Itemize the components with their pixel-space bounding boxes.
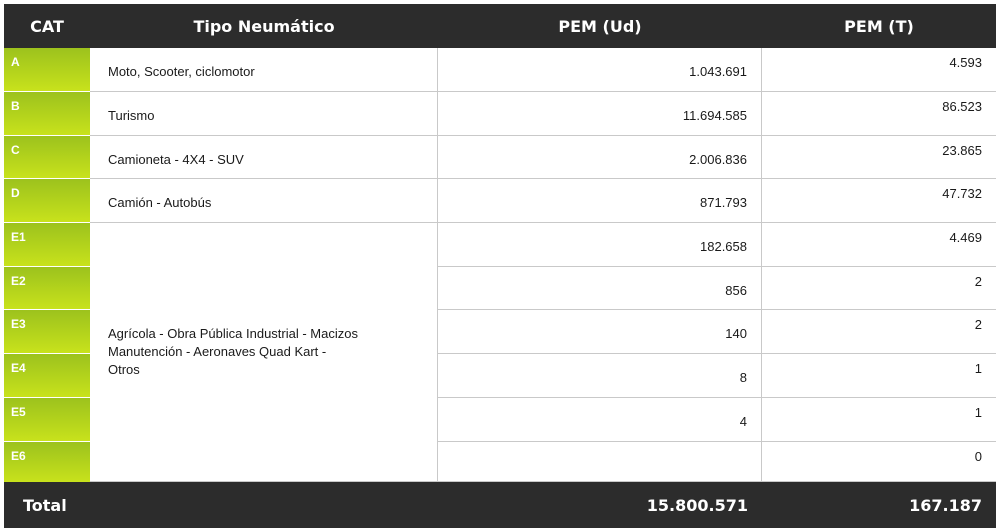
- pem-t-cell: 1: [762, 354, 996, 398]
- group-e-line: Otros: [108, 362, 140, 377]
- pem-ud-cell: [438, 442, 762, 482]
- total-pem-ud: 15.800.571: [438, 482, 762, 528]
- cat-cell: E1: [4, 223, 90, 267]
- pem-t-cell: 47.732: [762, 179, 996, 223]
- tipo-cell: Camión - Autobús: [90, 179, 438, 223]
- cat-cell: E3: [4, 310, 90, 354]
- pem-ud-cell: 2.006.836: [438, 136, 762, 179]
- cat-cell: C: [4, 136, 90, 179]
- cat-cell: D: [4, 179, 90, 223]
- pem-ud-cell: 8: [438, 354, 762, 398]
- pem-ud-cell: 4: [438, 398, 762, 442]
- header-cat: CAT: [4, 4, 90, 48]
- pem-ud-cell: 11.694.585: [438, 92, 762, 136]
- pem-t-cell: 4.593: [762, 48, 996, 92]
- pem-t-cell: 23.865: [762, 136, 996, 179]
- pem-ud-cell: 1.043.691: [438, 48, 762, 92]
- pem-t-cell: 0: [762, 442, 996, 482]
- cat-cell: E5: [4, 398, 90, 442]
- cat-cell: B: [4, 92, 90, 136]
- tipo-cell-group-e: [90, 223, 438, 482]
- total-pem-t: 167.187: [762, 482, 996, 528]
- tipo-cell: Moto, Scooter, ciclomotor: [90, 48, 438, 92]
- tipo-cell: Camioneta - 4X4 - SUV: [90, 136, 438, 179]
- pem-ud-cell: 182.658: [438, 223, 762, 267]
- header-tipo: Tipo Neumático: [90, 4, 438, 48]
- cat-cell: E2: [4, 267, 90, 310]
- header-pem-ud: PEM (Ud): [438, 4, 762, 48]
- pem-t-cell: 2: [762, 267, 996, 310]
- group-e-line: Manutención - Aeronaves Quad Kart -: [108, 344, 327, 359]
- header-pem-t: PEM (T): [762, 4, 996, 48]
- pem-t-cell: 86.523: [762, 92, 996, 136]
- cat-cell: E6: [4, 442, 90, 482]
- group-e-description: [108, 325, 358, 379]
- pem-t-cell: 4.469: [762, 223, 996, 267]
- pem-ud-cell: 871.793: [438, 179, 762, 223]
- tipo-cell: Turismo: [90, 92, 438, 136]
- pem-t-cell: 1: [762, 398, 996, 442]
- group-e-line: Agrícola - Obra Pública Industrial - Macizos: [108, 326, 358, 341]
- cat-cell: A: [4, 48, 90, 92]
- total-label: Total: [4, 482, 438, 528]
- pem-ud-cell: 140: [438, 310, 762, 354]
- pem-t-cell: 2: [762, 310, 996, 354]
- cat-cell: E4: [4, 354, 90, 398]
- pem-table: [4, 4, 996, 528]
- pem-ud-cell: 856: [438, 267, 762, 310]
